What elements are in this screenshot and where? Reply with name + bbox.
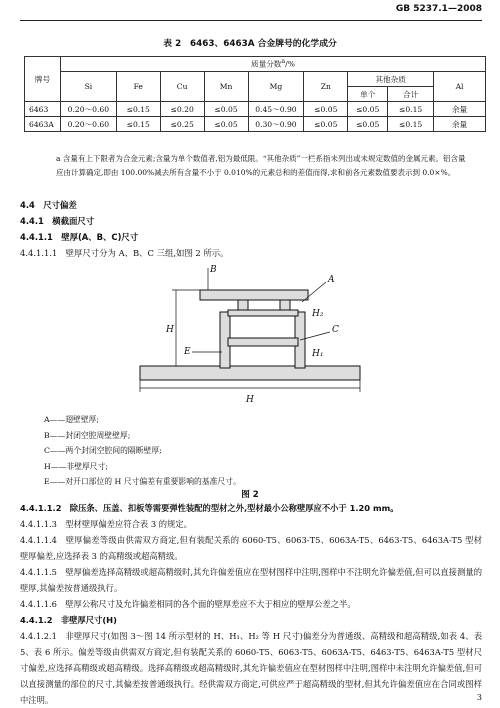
element-header: Fe (116, 72, 160, 102)
table-cell: 6463 (25, 102, 61, 117)
header-rule (20, 20, 482, 21)
table-cell: ≤0.15 (116, 102, 160, 117)
total-header: 合计 (388, 87, 434, 102)
table-cell: 余量 (434, 102, 486, 117)
table-cell: ≤0.05 (204, 102, 248, 117)
table-header-row (25, 57, 486, 72)
table-cell: 0.45～0.90 (248, 102, 304, 117)
paragraph: 4.4.1.1.6 壁厚公称尺寸及允许偏差相同的各个面的壁厚差应不大于相应的壁厚公差之半。 (20, 599, 356, 609)
dim-label-h: H (166, 325, 174, 335)
table-row (25, 117, 486, 132)
paragraph: 4.4.1.1.4 壁厚偏差等级由供需双方商定,但有装配关系的 6060-T5、6063-T5、6063A-T5、6463-T5、6463A-T5 型材壁厚偏差,应选择表 3 的高精级或超高精级。 (20, 535, 482, 561)
other-impurities-header: 其他杂质 (348, 72, 434, 87)
element-header: Zn (304, 72, 348, 102)
legend-item: C——两个封闭空腔间的隔断壁厚; (44, 446, 162, 455)
table-cell: 0.30～0.90 (248, 117, 304, 132)
legend-item: A——翅壁壁厚; (44, 415, 100, 424)
section-heading: 4.4.1.1 壁厚(A、B、C)尺寸 (20, 232, 139, 242)
table-cell: 6463A (25, 117, 61, 132)
profile-cross-section-figure (130, 262, 380, 412)
table-footnote (56, 152, 468, 179)
paragraph: 4.4.1.1.5 壁厚偏差选择高精级或超高精级时,其允许偏差值应在型材图样中注明,图样中不注明允许偏差值,但可以直接测量的壁厚,其偏差按普通级执行。 (20, 567, 482, 593)
section-heading: 4.4 尺寸偏差 (20, 200, 77, 210)
dim-label-b: B (210, 265, 217, 275)
table-cell: ≤0.15 (116, 117, 160, 132)
table-cell: 0.20～0.60 (60, 117, 116, 132)
dim-label-h1: H₁ (312, 349, 324, 359)
element-header: Cu (160, 72, 204, 102)
element-header: Mn (204, 72, 248, 102)
figure-legend (44, 412, 241, 490)
paragraph: 4.4.1.2.1 非壁厚尺寸(如图 3～图 14 所示型材的 H、H₁、H₂ 等 H 尺寸)偏差分为普通级、高精级和超高精级,如表 4、表 5、表 6 所示。偏差等级由供需双方商定,但有装配关系的 6060-T5、6063-T5、6063A-T5、6463-T5、6463A-T5 型材尺寸偏差,应选择高精级或超高精级。选择高精级或超高精级时,其允许偏差值应在型材图样中注明,图样中未注明允许偏差值,但可以直接测量的部位的尺寸,其偏差按普通级执行。经供需双方商定,可供应严于超高精级的型材,但其允许偏差值应在合同或图样中注明。 (20, 631, 482, 705)
table-cell: ≤0.05 (304, 102, 348, 117)
paragraph: 4.4.1.1.3 型材壁厚偏差应符合表 3 的规定。 (20, 519, 192, 529)
element-header: Mg (248, 72, 304, 102)
profile-middle-wall (228, 338, 298, 346)
mass-fraction-header: 质量分数$^a$/% (60, 57, 485, 72)
dim-label-h2: H₂ (312, 309, 324, 319)
table-cell: ≤0.15 (388, 102, 434, 117)
table-cell: ≤0.20 (160, 102, 204, 117)
table-cell: ≤0.15 (388, 117, 434, 132)
grade-header: 牌号 (25, 57, 61, 102)
table-cell: ≤0.05 (304, 117, 348, 132)
table-cell: ≤0.25 (160, 117, 204, 132)
dim-label-e: E (184, 347, 191, 357)
table-cell: ≤0.05 (348, 102, 388, 117)
legend-item: E——对开口部位的 H 尺寸偏差有重要影响的基准尺寸。 (44, 477, 241, 486)
legend-item: B——封闭空腔周壁壁厚; (44, 430, 131, 440)
chemical-composition-table (24, 56, 486, 132)
figure-caption: 图 2 (241, 490, 259, 500)
profile-base (140, 366, 360, 380)
footnote-text: 含量有上下限者为合金元素;含量为单个数值者,铝为最低限。“其他杂质”一栏系指未列出或未规定数值的金属元素。铝含量应由计算确定,即由 100.00%减去所有含量不小于 0.010%的元素总和的差值而得,求和前各元素数值要表示到 0.0×%。 (56, 154, 466, 177)
table-row (25, 102, 486, 117)
element-header: Si (60, 72, 116, 102)
paragraph: 4.4.1.1.2 除压条、压盖、扣板等需要弹性装配的型材之外,型材最小公称壁厚应不小于 1.20 mm。 (20, 503, 399, 513)
dim-label-c: C (332, 325, 339, 335)
table-caption: 表 2 6463、6463A 合金牌号的化学成分 (163, 39, 337, 49)
table-cell: 余量 (434, 117, 486, 132)
standard-code: GB 5237.1—2008 (395, 4, 482, 14)
single-header: 单个 (348, 87, 388, 102)
table-header-row (25, 72, 486, 87)
table-cell: ≤0.05 (204, 117, 248, 132)
footnote-mark: a (56, 154, 61, 163)
dim-label-a: A (328, 275, 335, 285)
legend-item: H——非壁厚尺寸; (44, 461, 109, 471)
page-number: 3 (476, 693, 482, 702)
section-heading: 4.4.1 横截面尺寸 (20, 216, 95, 226)
profile-upper-wall (228, 310, 298, 316)
dim-label-h: H (246, 395, 254, 405)
al-header: Al (434, 72, 486, 102)
section-text: 4.4.1.1.1 壁厚尺寸分为 A、B、C 三组,如图 2 所示。 (20, 248, 229, 258)
table-cell: 0.20～0.60 (60, 102, 116, 117)
section-heading: 4.4.1.2 非壁厚尺寸(H) (20, 615, 117, 625)
profile-top-flange (200, 290, 308, 300)
table-cell: ≤0.05 (348, 117, 388, 132)
